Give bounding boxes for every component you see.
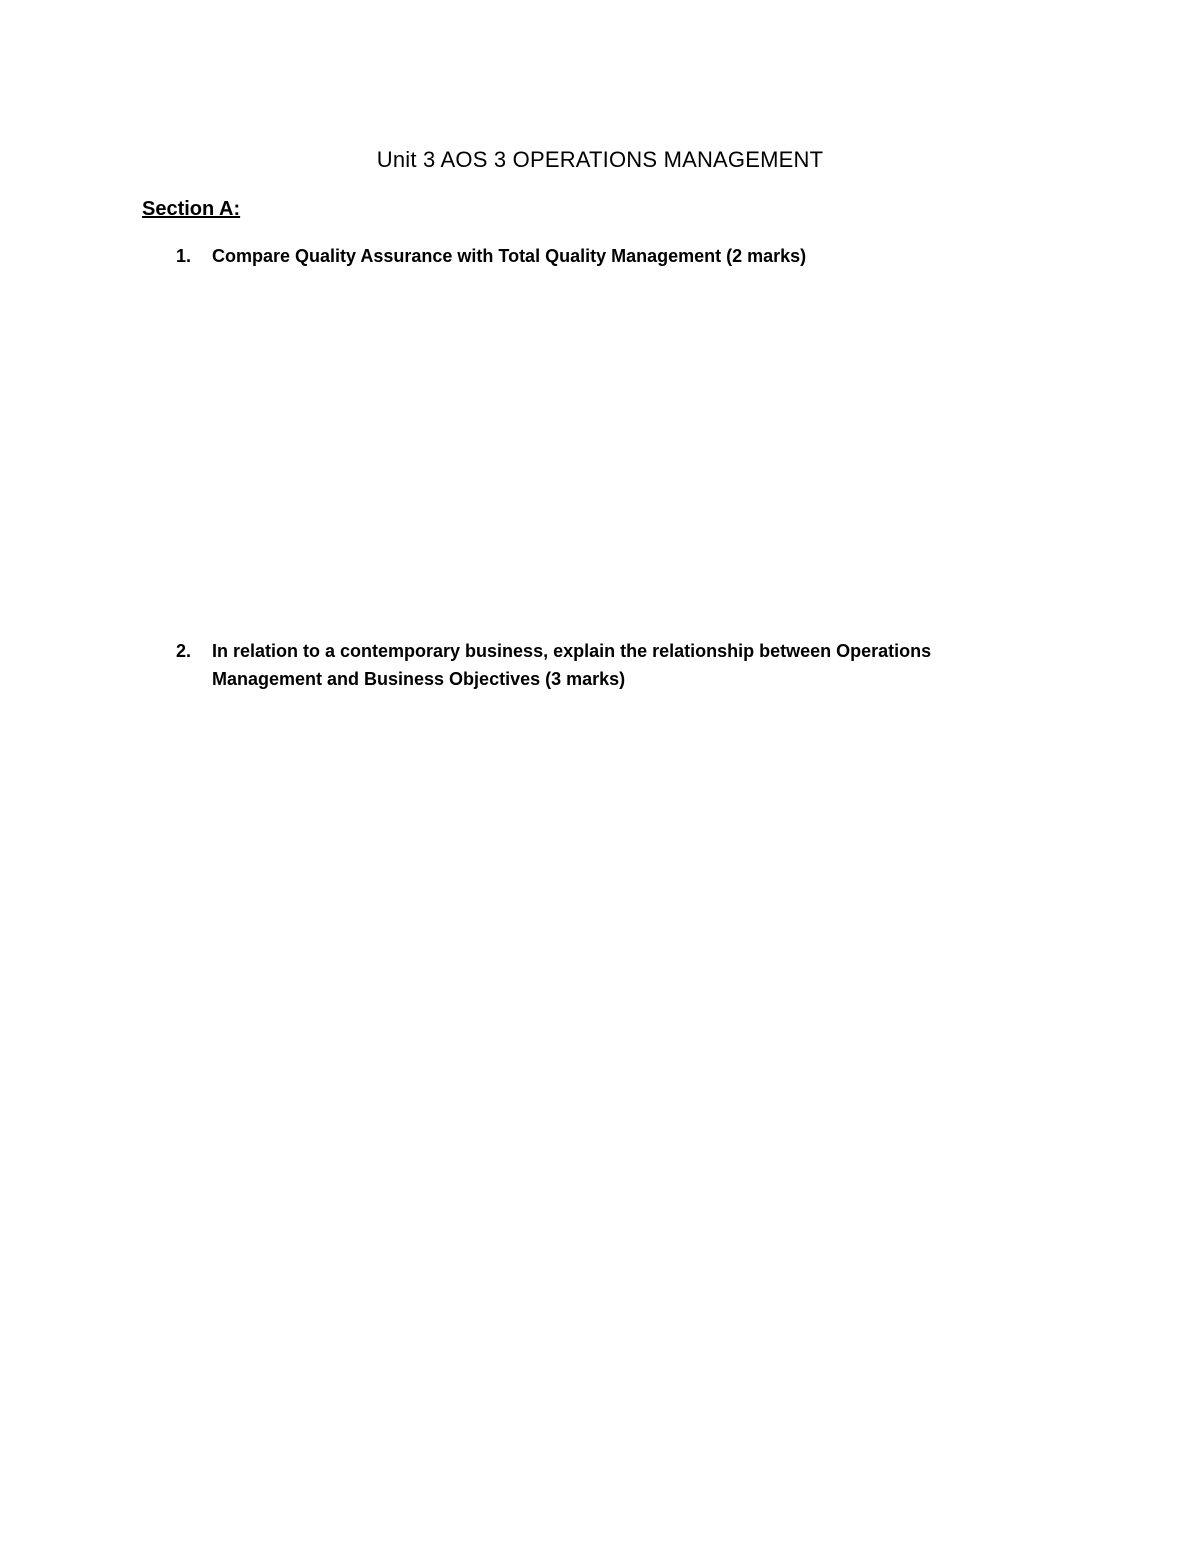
section-heading: Section A: (142, 198, 241, 220)
question-item (176, 637, 976, 693)
question-number: 2. (176, 641, 192, 661)
question-text: Compare Quality Assurance with Total Quality Management (2 marks) (212, 246, 807, 266)
question-number: 1. (176, 246, 192, 266)
question-item (176, 242, 996, 270)
document-title: Unit 3 AOS 3 OPERATIONS MANAGEMENT (376, 147, 824, 172)
question-text: In relation to a contemporary business, explain the relationship between Operations Management and Business Objectives (3 marks) (212, 641, 932, 689)
